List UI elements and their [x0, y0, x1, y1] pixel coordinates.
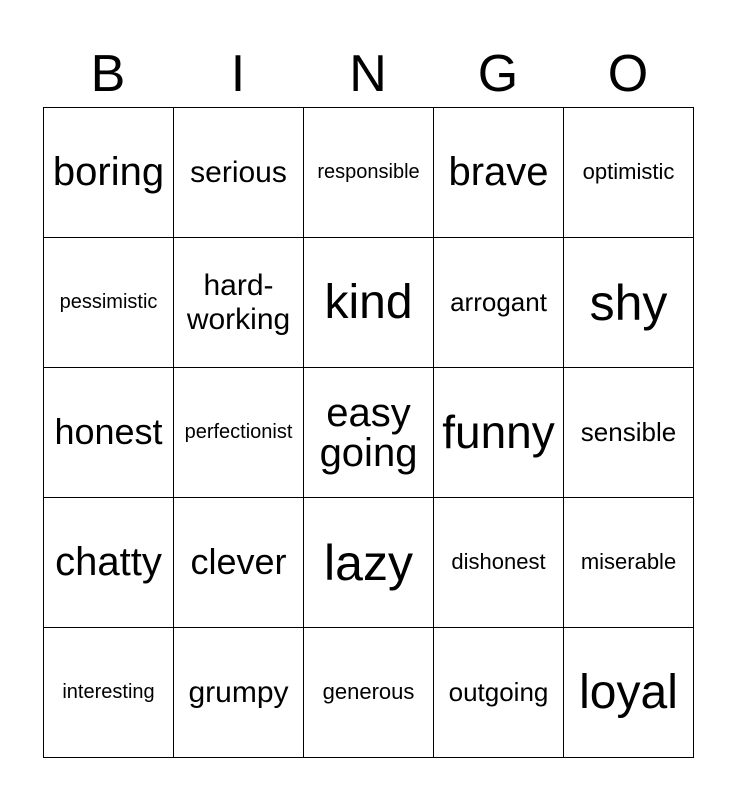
cell-label: pessimistic: [59, 291, 158, 314]
bingo-cell[interactable]: [564, 238, 694, 368]
header-letter-o: O: [607, 45, 649, 103]
bingo-cell[interactable]: [174, 238, 304, 368]
bingo-cell[interactable]: [44, 368, 174, 498]
bingo-cell[interactable]: [44, 108, 174, 238]
bingo-cell[interactable]: [174, 108, 304, 238]
cell-label: dishonest: [451, 549, 546, 575]
bingo-cell[interactable]: [174, 628, 304, 758]
cell-label: generous: [322, 679, 415, 705]
cell-label: funny: [442, 405, 555, 458]
bingo-board: [43, 107, 694, 758]
cell-label: outgoing: [448, 676, 549, 707]
cell-label: sensible: [580, 416, 677, 447]
bingo-cell[interactable]: [564, 628, 694, 758]
bingo-cell[interactable]: [174, 498, 304, 628]
cell-label: hard-working: [186, 268, 291, 336]
cell-label: optimistic: [582, 159, 675, 185]
bingo-cell[interactable]: [434, 238, 564, 368]
cell-label: lazy: [324, 534, 413, 591]
bingo-cell[interactable]: [304, 628, 434, 758]
cell-label: boring: [52, 150, 165, 195]
header-letter-b: B: [90, 45, 126, 103]
cell-label: perfectionist: [184, 421, 293, 444]
bingo-cell[interactable]: [564, 498, 694, 628]
cell-label: arrogant: [450, 286, 547, 317]
cell-label: brave: [448, 150, 549, 195]
cell-label: kind: [324, 275, 413, 329]
bingo-cell[interactable]: [434, 108, 564, 238]
bingo-cell[interactable]: [304, 368, 434, 498]
bingo-cell[interactable]: [44, 628, 174, 758]
bingo-cell[interactable]: [304, 498, 434, 628]
bingo-cell[interactable]: [174, 368, 304, 498]
bingo-cell[interactable]: [564, 108, 694, 238]
bingo-cell[interactable]: [304, 108, 434, 238]
cell-label: interesting: [62, 681, 155, 704]
cell-label: grumpy: [188, 675, 289, 709]
header-letter-i: I: [230, 45, 246, 103]
bingo-cell[interactable]: [304, 238, 434, 368]
bingo-cell[interactable]: [44, 498, 174, 628]
bingo-cell[interactable]: [434, 628, 564, 758]
bingo-cell[interactable]: [434, 368, 564, 498]
header-letter-g: G: [477, 45, 519, 103]
bingo-header: [43, 40, 693, 108]
cell-label: easy going: [319, 390, 418, 475]
cell-label: loyal: [579, 665, 678, 719]
cell-label: serious: [190, 155, 287, 189]
bingo-cell[interactable]: [564, 368, 694, 498]
header-letter-n: N: [349, 45, 387, 103]
bingo-cell[interactable]: [44, 238, 174, 368]
cell-label: responsible: [317, 161, 420, 184]
cell-label: clever: [190, 541, 287, 583]
bingo-cell[interactable]: [434, 498, 564, 628]
cell-label: miserable: [580, 549, 677, 575]
cell-label: chatty: [55, 540, 162, 585]
cell-label: shy: [589, 274, 668, 331]
cell-label: honest: [54, 411, 163, 453]
